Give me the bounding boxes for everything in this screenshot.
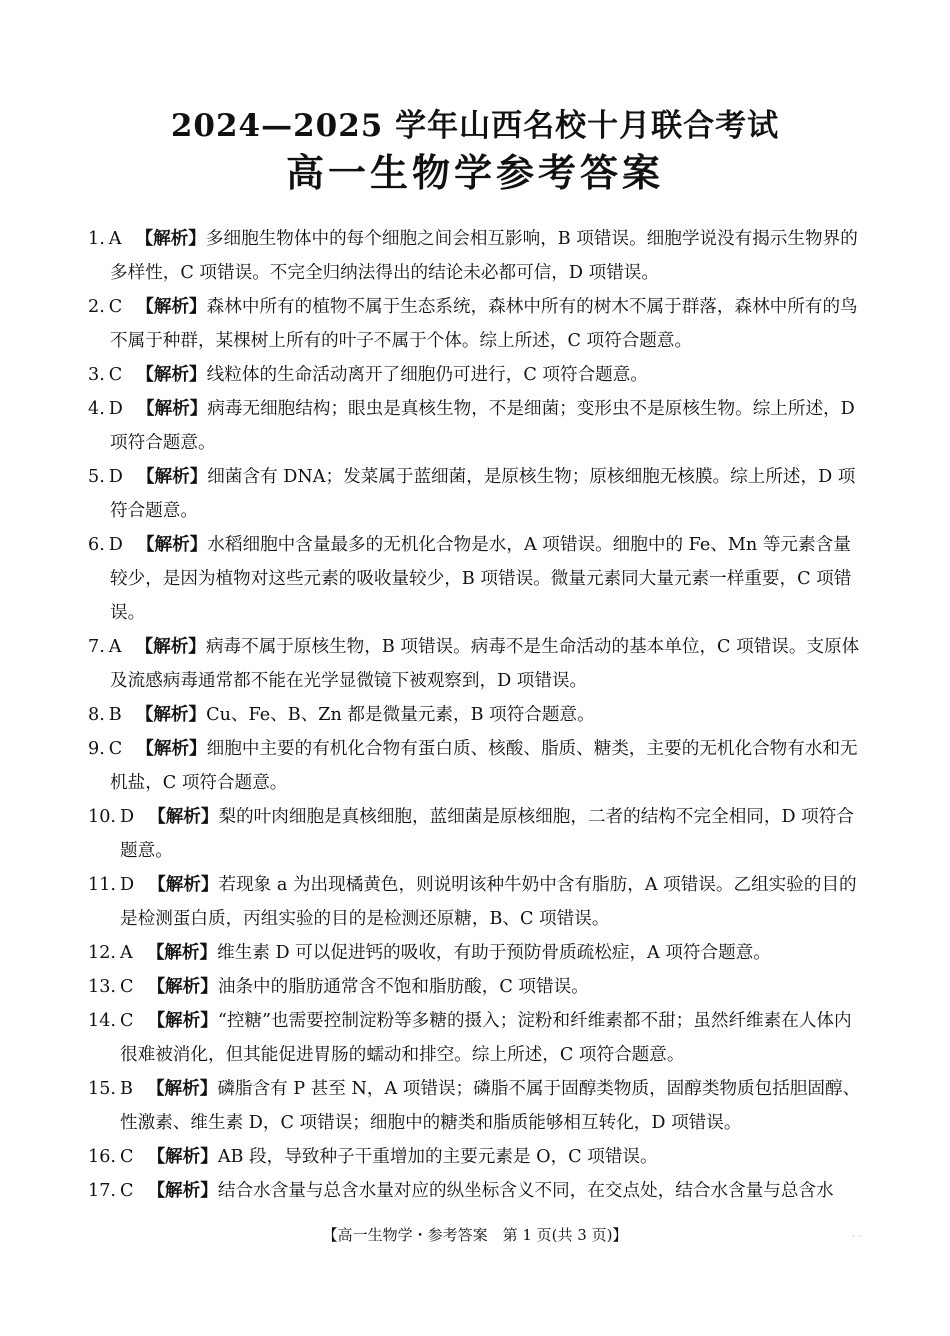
answer-item: 5. D 【解析】细菌含有 DNA；发菜属于蓝细菌，是原核生物；原核细胞无核膜。综上所述，D 项符合题意。 [88,467,856,521]
answer-item: 2. C 【解析】森林中所有的植物不属于生态系统，森林中所有的树木不属于群落，森林中所有的鸟不属于种群，某棵树上所有的叶子不属于个体。综上所述，C 项符合题意。 [88,297,858,351]
document-subtitle: 高一生物学参考答案 [285,150,664,195]
answer-item: 4. D 【解析】病毒无细胞结构；眼虫是真核生物，不是细菌；变形虫不是原核生物。综上所述，D 项符合题意。 [88,399,855,453]
page-footer: 【高一生物学・参考答案 第 1 页(共 3 页)】 [322,1226,628,1244]
answer-item: 16. C 【解析】AB 段，导致种子干重增加的主要元素是 O，C 项错误。 [88,1147,658,1167]
answer-item: 14. C 【解析】“控糖”也需要控制淀粉等多糖的摄入；淀粉和纤维素都不甜；虽然纤维素在人体内很难被消化，但其能促进胃肠的蠕动和排空。综上所述，C 项符合题意。 [88,1011,852,1065]
answer-item: 12. A 【解析】维生素 D 可以促进钙的吸收，有助于预防骨质疏松症，A 项符合题意。 [88,943,771,963]
answer-item: 7. A 【解析】病毒不属于原核生物，B 项错误。病毒不是生命活动的基本单位，C 项错误。支原体及流感病毒通常都不能在光学显微镜下被观察到，D 项错误。 [88,637,860,691]
answer-item: 8. B 【解析】Cu、Fe、B、Zn 都是微量元素，B 项符合题意。 [88,705,595,725]
exam-title: 2024—2025 学年山西名校十月联合考试 [170,108,780,144]
answer-item: 15. B 【解析】磷脂含有 P 甚至 N，A 项错误；磷脂不属于固醇类物质，固醇类物质包括胆固醇、性激素、维生素 D，C 项错误；细胞中的糖类和脂质能够相互转化，D 项错误。 [88,1079,861,1133]
answer-item: 17. C 【解析】结合水含量与总含水量对应的纵坐标含义不同，在交点处，结合水含量与总含水 [88,1181,834,1201]
answer-list [88,222,863,1208]
answer-item: 11. D 【解析】若现象 a 为出现橘黄色，则说明该种牛奶中含有脂肪，A 项错误。乙组实验的目的是检测蛋白质，丙组实验的目的是检测还原糖，B、C 项错误。 [88,875,857,929]
answer-item: 3. C 【解析】线粒体的生命活动离开了细胞仍可进行，C 项符合题意。 [88,365,648,385]
corner-dots: · · [852,1232,862,1243]
answer-item: 13. C 【解析】油条中的脂肪通常含不饱和脂肪酸，C 项错误。 [88,977,589,997]
answer-item: 10. D 【解析】梨的叶肉细胞是真核细胞，蓝细菌是原核细胞，二者的结构不完全相同，D 项符合题意。 [88,807,854,861]
answer-item: 6. D 【解析】水稻细胞中含量最多的无机化合物是水，A 项错误。细胞中的 Fe、Mn 等元素含量较少，是因为植物对这些元素的吸收量较少，B 项错误。微量元素同大量元素一样重要，C 项错误。 [88,535,852,623]
answer-item: 9. C 【解析】细胞中主要的有机化合物有蛋白质、核酸、脂质、糖类，主要的无机化合物有水和无机盐，C 项符合题意。 [88,739,858,793]
answer-item: 1. A 【解析】多细胞生物体中的每个细胞之间会相互影响，B 项错误。细胞学说没有揭示生物界的多样性，C 项错误。不完全归纳法得出的结论未必都可信，D 项错误。 [88,229,858,283]
